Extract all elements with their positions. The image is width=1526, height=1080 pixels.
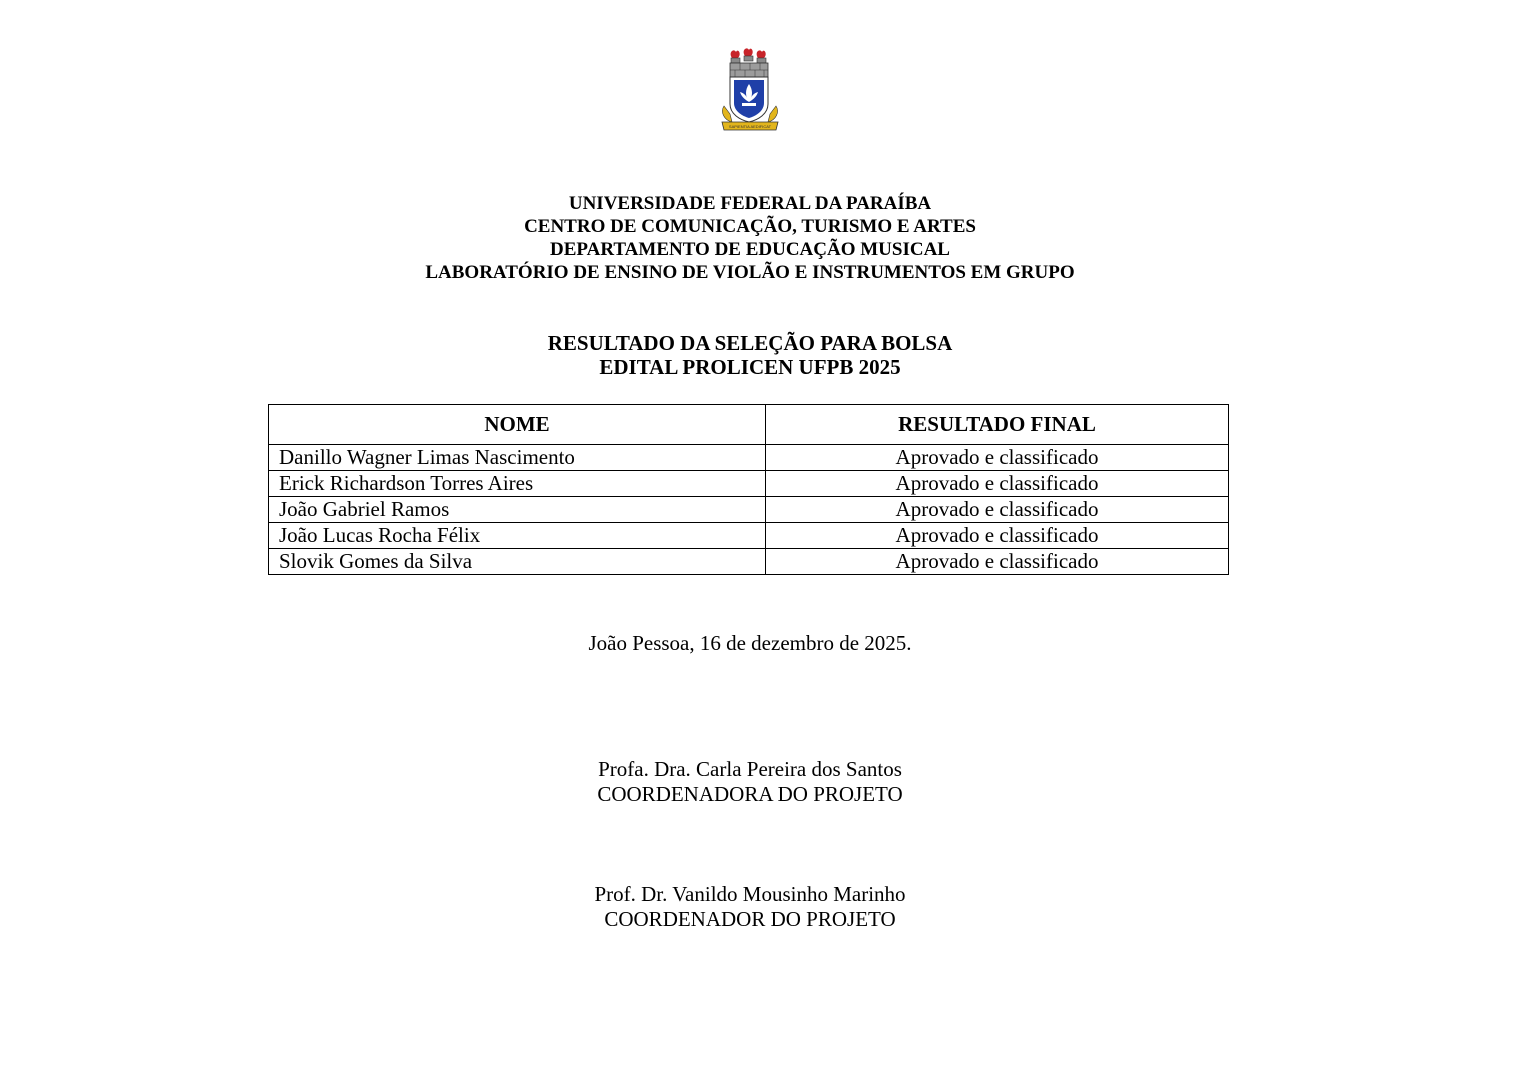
ufpb-coat-of-arms-icon xyxy=(718,46,782,134)
cell-result: Aprovado e classificado xyxy=(766,471,1229,497)
table-row xyxy=(269,471,1229,497)
cell-name: João Gabriel Ramos xyxy=(269,497,766,523)
header-department: DEPARTAMENTO DE EDUCAÇÃO MUSICAL xyxy=(550,239,950,260)
table-row xyxy=(269,445,1229,471)
signatory-role: COORDENADOR DO PROJETO xyxy=(604,907,896,931)
header-center: CENTRO DE COMUNICAÇÃO, TURISMO E ARTES xyxy=(524,216,976,237)
table-row xyxy=(269,523,1229,549)
document-title xyxy=(0,331,1500,379)
signature-block-2 xyxy=(0,882,1500,932)
cell-result: Aprovado e classificado xyxy=(766,523,1229,549)
cell-name: Erick Richardson Torres Aires xyxy=(269,471,766,497)
cell-name: João Lucas Rocha Félix xyxy=(269,523,766,549)
signatory-name: Prof. Dr. Vanildo Mousinho Marinho xyxy=(594,882,906,906)
title-line-2: EDITAL PROLICEN UFPB 2025 xyxy=(599,355,901,379)
table-row xyxy=(269,497,1229,523)
table-row xyxy=(269,549,1229,575)
column-header-nome: NOME xyxy=(269,405,766,445)
signatory-name: Profa. Dra. Carla Pereira dos Santos xyxy=(598,757,902,781)
column-header-resultado: RESULTADO FINAL xyxy=(766,405,1229,445)
results-table xyxy=(268,404,1229,575)
cell-result: Aprovado e classificado xyxy=(766,445,1229,471)
institution-header xyxy=(0,192,1500,284)
signature-block-1 xyxy=(0,757,1500,807)
cell-name: Slovik Gomes da Silva xyxy=(269,549,766,575)
header-laboratory: LABORATÓRIO DE ENSINO DE VIOLÃO E INSTRUMENTOS EM GRUPO xyxy=(425,262,1075,283)
cell-name: Danillo Wagner Limas Nascimento xyxy=(269,445,766,471)
logo-motto: SAPIENTIA AEDIFICAT xyxy=(728,124,772,129)
cell-result: Aprovado e classificado xyxy=(766,549,1229,575)
table-header-row xyxy=(269,405,1229,445)
title-line-1: RESULTADO DA SELEÇÃO PARA BOLSA xyxy=(547,331,953,355)
header-university: UNIVERSIDADE FEDERAL DA PARAÍBA xyxy=(568,193,932,214)
cell-result: Aprovado e classificado xyxy=(766,497,1229,523)
document-date: João Pessoa, 16 de dezembro de 2025. xyxy=(588,631,912,655)
signatory-role: COORDENADORA DO PROJETO xyxy=(597,782,903,806)
